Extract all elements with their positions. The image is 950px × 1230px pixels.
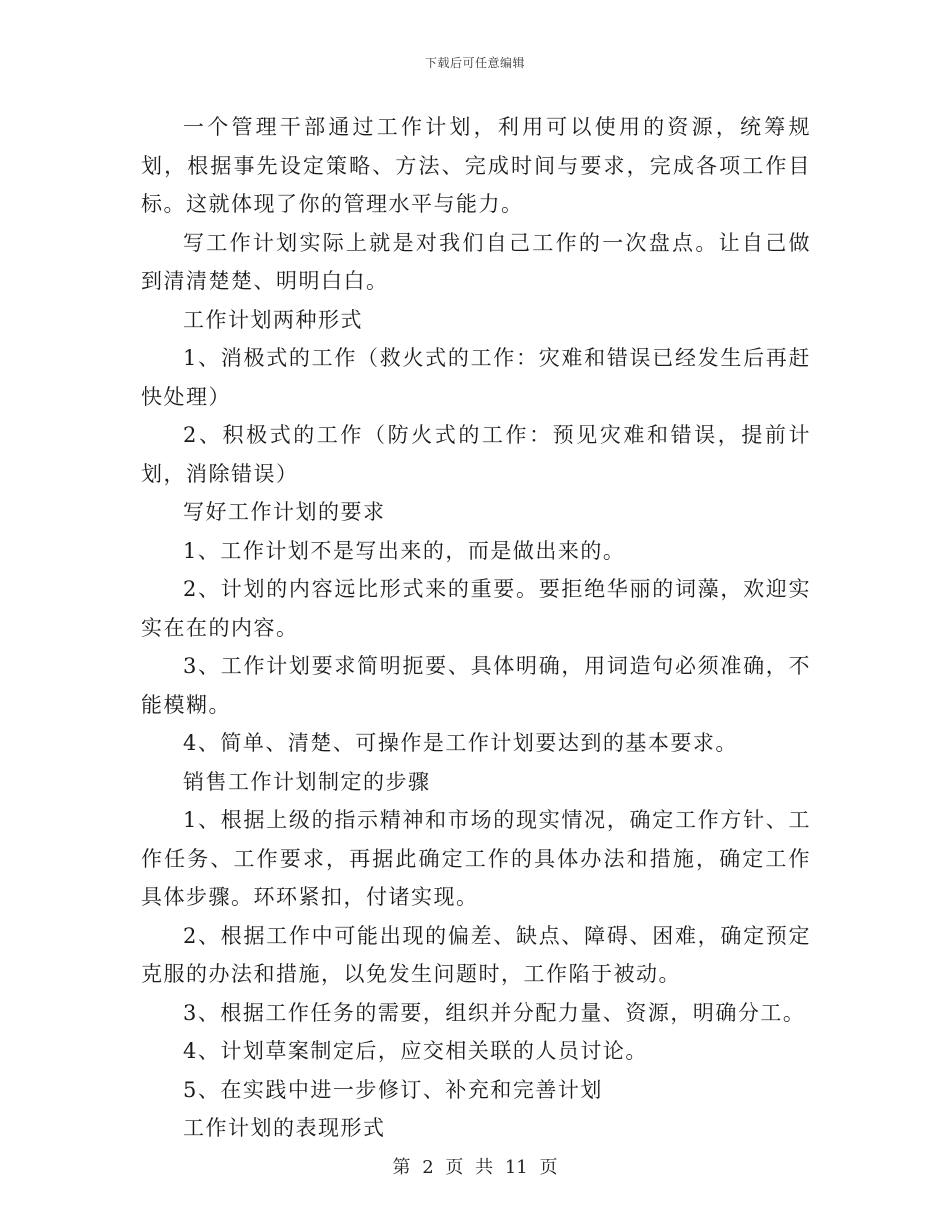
- list-item-requirement-4: 4、简单、清楚、可操作是工作计划要达到的基本要求。: [183, 731, 738, 755]
- list-item-step-1: 1、根据上级的指示精神和市场的现实情况，确定工作方针、工作任务、工作要求，再据此确定工作的具体办法和措施，确定工作具体步骤。环环紧扣，付诸实现。: [141, 808, 811, 909]
- list-item-requirement-3: 3、工作计划要求简明扼要、具体明确，用词造句必须准确，不能模糊。: [141, 654, 811, 717]
- page-header: 下载后可任意编辑: [424, 56, 525, 70]
- heading-two-forms: 工作计划两种形式: [183, 307, 363, 332]
- list-item-requirement-1: 1、工作计划不是写出来的，而是做出来的。: [183, 538, 626, 563]
- heading-forms-of-expression: 工作计划的表现形式: [183, 1116, 386, 1140]
- list-item-passive: 1、消极式的工作（救火式的工作：灾难和错误已经发生后再赶快处理）: [141, 346, 811, 409]
- paragraph-intro: 一个管理干部通过工作计划，利用可以使用的资源，统筹规划，根据事先设定策略、方法、完成时间与要求，完成各项工作目标。这就体现了你的管理水平与能力。: [141, 115, 811, 216]
- document-body: [141, 108, 811, 1148]
- heading-requirements: 写好工作计划的要求: [183, 500, 386, 524]
- heading-steps: 销售工作计划制定的步骤: [183, 769, 431, 794]
- list-item-requirement-2: 2、计划的内容远比形式来的重要。要拒绝华丽的词藻，欢迎实实在在的内容。: [141, 577, 811, 640]
- list-item-step-3: 3、根据工作任务的需要，组织并分配力量、资源，明确分工。: [183, 1000, 806, 1025]
- list-item-step-2: 2、根据工作中可能出现的偏差、缺点、障碍、困难，确定预定克服的办法和措施，以免发生问题时，工作陷于被动。: [141, 923, 811, 986]
- page-number-footer: 第 2 页 共 11 页: [392, 1157, 558, 1178]
- list-item-step-4: 4、计划草案制定后，应交相关联的人员讨论。: [183, 1039, 648, 1063]
- paragraph-inventory: 写工作计划实际上就是对我们自己工作的一次盘点。让自己做到清清楚楚、明明白白。: [141, 230, 811, 293]
- list-item-active: 2、积极式的工作（防火式的工作：预见灾难和错误，提前计划，消除错误）: [141, 423, 811, 486]
- list-item-step-5: 5、在实践中进一步修订、补充和完善计划: [183, 1077, 603, 1102]
